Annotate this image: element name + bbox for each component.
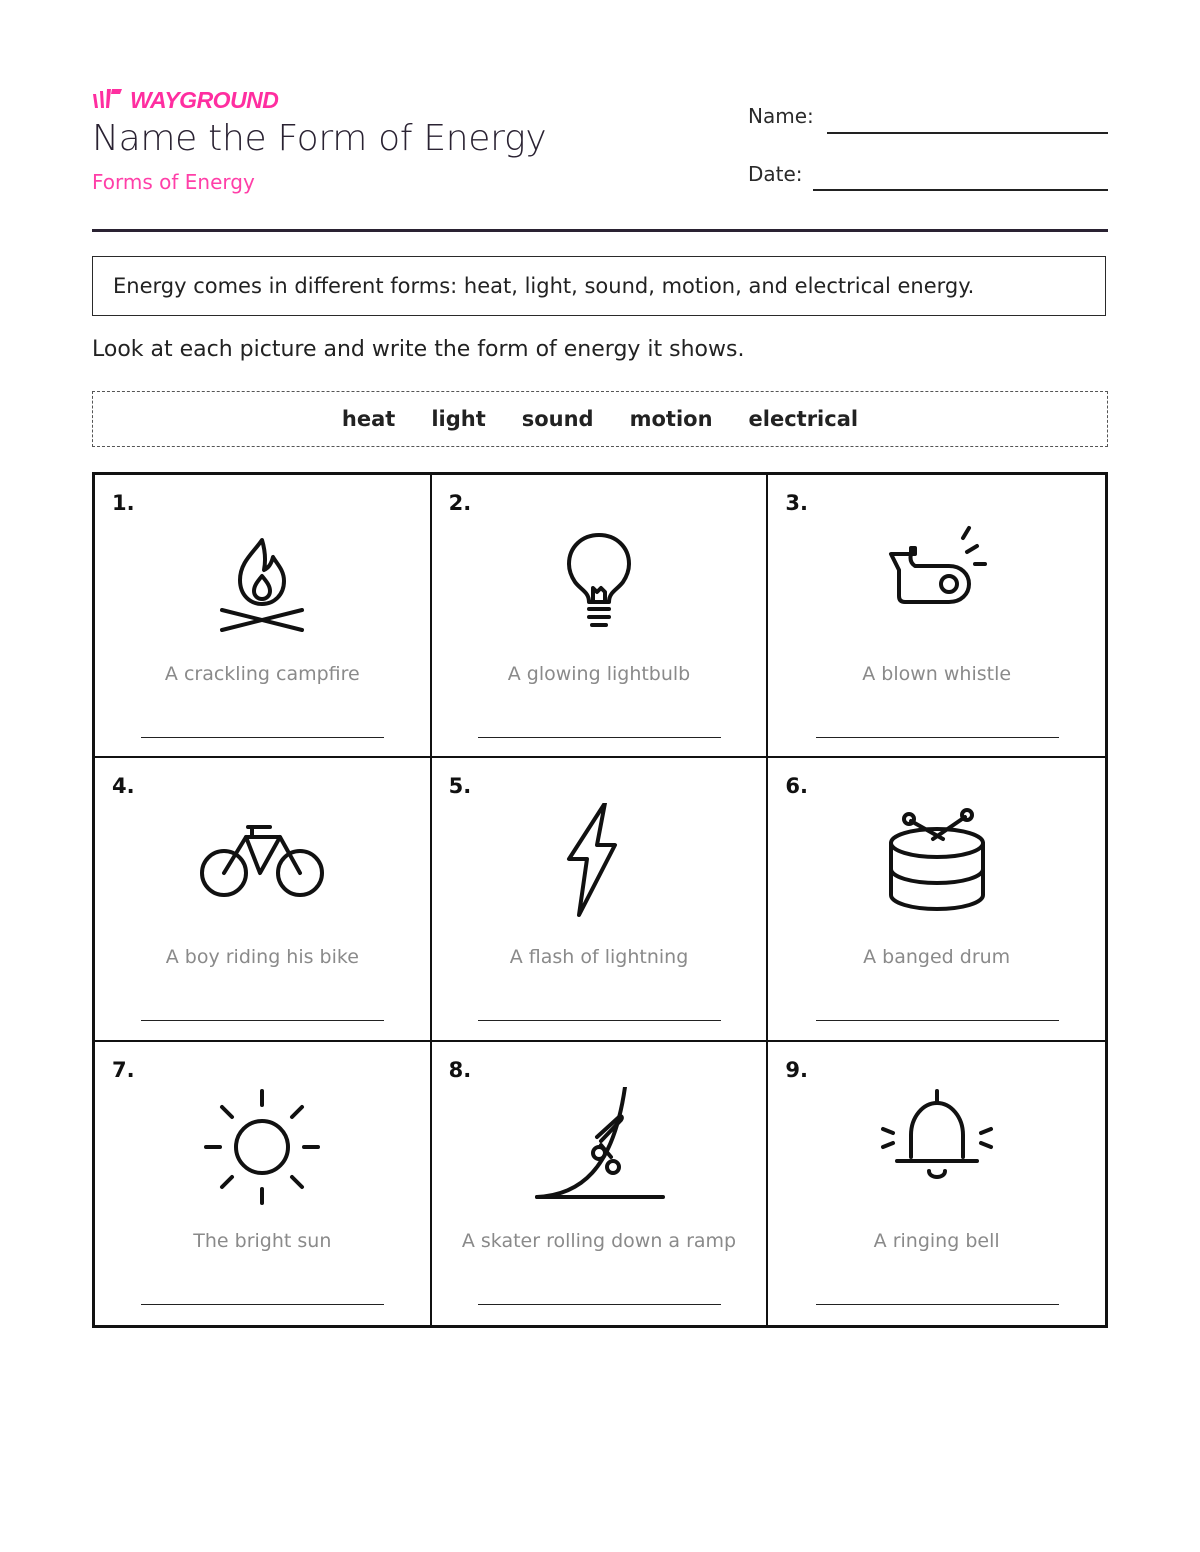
whistle-icon xyxy=(867,520,1007,640)
grid-cell xyxy=(95,475,432,758)
bell-icon xyxy=(867,1087,1007,1207)
lightbulb-icon xyxy=(529,520,669,640)
item-label: A ringing bell xyxy=(873,1229,1000,1252)
wayground-logo-icon xyxy=(92,88,124,112)
name-label: Name: xyxy=(748,104,814,128)
item-label: A banged drum xyxy=(863,946,1011,969)
word-bank xyxy=(92,391,1108,447)
grid-cell xyxy=(432,758,769,1041)
answer-field[interactable] xyxy=(478,737,721,738)
grid-cell xyxy=(432,1042,769,1325)
answer-field[interactable] xyxy=(141,1020,384,1021)
name-field[interactable] xyxy=(827,132,1108,134)
answer-field[interactable] xyxy=(478,1020,721,1021)
item-label: A flash of lightning xyxy=(509,946,689,969)
grid-cell xyxy=(768,758,1105,1041)
item-number: 2. xyxy=(448,491,472,515)
item-label: A glowing lightbulb xyxy=(507,663,691,685)
grid-cell xyxy=(95,1042,432,1325)
lightning-icon xyxy=(529,803,669,923)
word-bank-item: heat xyxy=(341,407,396,431)
answer-field[interactable] xyxy=(816,737,1059,738)
item-number: 9. xyxy=(785,1057,808,1082)
header-divider xyxy=(92,229,1108,232)
grid-cell xyxy=(432,475,769,758)
page-subtitle: Forms of Energy xyxy=(92,170,255,194)
sun-icon xyxy=(192,1087,332,1207)
grid-cell xyxy=(768,1042,1105,1325)
item-number: 6. xyxy=(785,774,808,799)
item-label: A skater rolling down a ramp xyxy=(461,1229,737,1252)
item-number: 7. xyxy=(112,1057,135,1082)
drum-icon xyxy=(867,803,1007,923)
intro-text: Energy comes in different forms: heat, light, sound, motion, and electrical energy. xyxy=(113,274,975,298)
brand-logo xyxy=(92,86,278,114)
item-number: 4. xyxy=(112,774,135,799)
item-number: 8. xyxy=(448,1057,472,1082)
item-label: A crackling campfire xyxy=(164,663,360,685)
grid-cell xyxy=(768,475,1105,758)
date-field[interactable] xyxy=(813,189,1108,191)
item-label: A boy riding his bike xyxy=(165,946,359,969)
date-label: Date: xyxy=(748,162,803,186)
skater-ramp-icon xyxy=(529,1087,669,1207)
item-label: A blown whistle xyxy=(862,663,1012,685)
bicycle-icon xyxy=(192,803,332,923)
item-number: 5. xyxy=(448,774,472,799)
answer-field[interactable] xyxy=(141,737,384,738)
page-title: Name the Form of Energy xyxy=(92,118,547,159)
answer-field[interactable] xyxy=(141,1304,384,1305)
item-number: 1. xyxy=(112,491,135,515)
item-label: The bright sun xyxy=(193,1229,332,1252)
intro-box xyxy=(92,256,1106,316)
word-bank-item: light xyxy=(431,407,486,431)
word-bank-item: sound xyxy=(521,407,594,431)
answer-field[interactable] xyxy=(478,1304,721,1305)
answer-field[interactable] xyxy=(816,1304,1059,1305)
word-bank-item: motion xyxy=(629,407,713,431)
answer-field[interactable] xyxy=(816,1020,1059,1021)
brand-name: WAYGROUND xyxy=(130,87,279,113)
grid-cell xyxy=(95,758,432,1041)
campfire-icon xyxy=(192,520,332,640)
picture-grid xyxy=(92,472,1108,1328)
item-number: 3. xyxy=(785,491,808,515)
instruction-text: Look at each picture and write the form of energy it shows. xyxy=(92,337,745,362)
word-bank-item: electrical xyxy=(748,407,859,431)
